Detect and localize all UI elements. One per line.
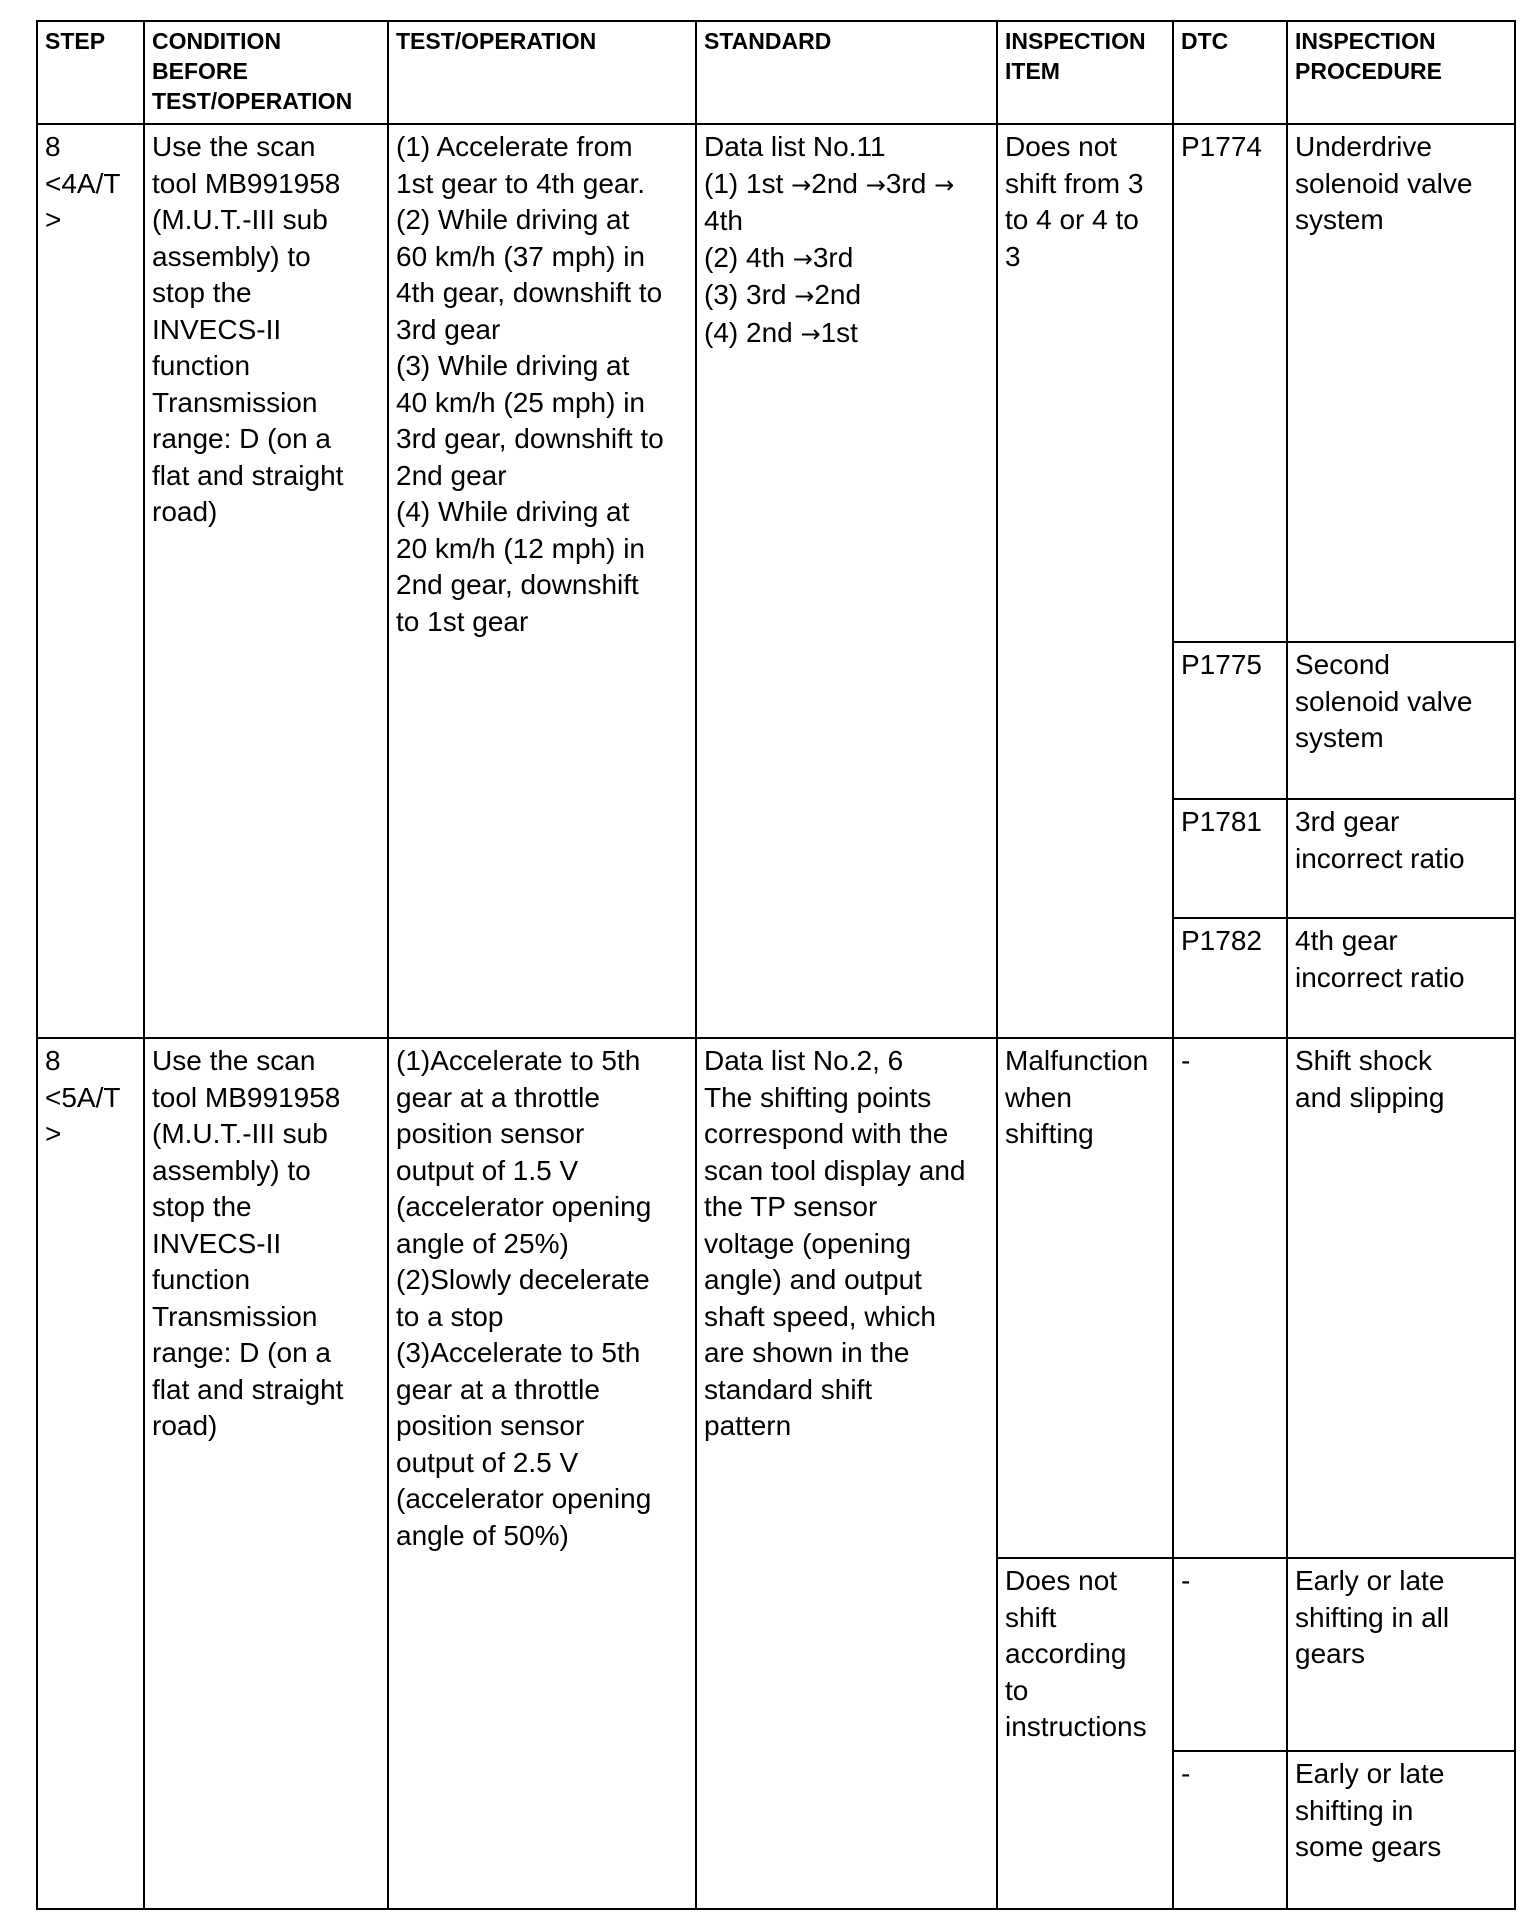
shift-sequence-line: (2) 4th →3rd bbox=[704, 241, 854, 273]
header-condition: CONDITION BEFORE TEST/OPERATION bbox=[144, 21, 388, 124]
procedure-cell: 4th gear incorrect ratio bbox=[1287, 918, 1515, 1038]
dtc-cell: - bbox=[1173, 1558, 1287, 1751]
header-inspection-procedure: INSPECTION PROCEDURE bbox=[1287, 21, 1515, 124]
procedure-cell: Early or late shifting in some gears bbox=[1287, 1751, 1515, 1909]
arrow-right-icon: → bbox=[791, 170, 812, 199]
table-row bbox=[37, 124, 1515, 642]
inspection-item-cell: Malfunction when shifting bbox=[997, 1038, 1173, 1558]
shift-sequence-line: (3) 3rd →2nd bbox=[704, 279, 862, 310]
step-cell: 8 <4A/T > bbox=[37, 124, 144, 1038]
dtc-cell: P1775 bbox=[1173, 642, 1287, 799]
test-operation-cell: (1)Accelerate to 5th gear at a throttle position sensor output of 1.5 V (accelerator opening angle of 25%) (2)Slowly decelerate to a stop (3)Accelerate to 5th gear at a throttle position sensor output of 2.5 V (accelerator opening angle of 50%) bbox=[388, 1038, 696, 1909]
procedure-cell: Shift shock and slipping bbox=[1287, 1038, 1515, 1558]
condition-cell: Use the scan tool MB991958 (M.U.T.-III sub assembly) to stop the INVECS-II function Transmission range: D (on a flat and straight road) bbox=[144, 124, 388, 1038]
condition-cell: Use the scan tool MB991958 (M.U.T.-III sub assembly) to stop the INVECS-II function Transmission range: D (on a flat and straight road) bbox=[144, 1038, 388, 1909]
test-operation-cell: (1) Accelerate from 1st gear to 4th gear. (2) While driving at 60 km/h (37 mph) in 4th gear, downshift to 3rd gear (3) While driving at 40 km/h (25 mph) in 3rd gear, downshift to 2nd gear (4) While driving at 20 km/h (12 mph) in 2nd gear, downshift to 1st gear bbox=[388, 124, 696, 1038]
header-inspection-item: INSPECTION ITEM bbox=[997, 21, 1173, 124]
step-cell: 8 <5A/T > bbox=[37, 1038, 144, 1909]
inspection-item-cell: Does not shift from 3 to 4 or 4 to 3 bbox=[997, 124, 1173, 1038]
dtc-cell: - bbox=[1173, 1751, 1287, 1909]
header-test-operation: TEST/OPERATION bbox=[388, 21, 696, 124]
header-row bbox=[37, 21, 1515, 124]
procedure-cell: Underdrive solenoid valve system bbox=[1287, 124, 1515, 642]
procedure-cell: 3rd gear incorrect ratio bbox=[1287, 799, 1515, 918]
arrow-right-icon: → bbox=[794, 282, 815, 310]
header-dtc: DTC bbox=[1173, 21, 1287, 124]
arrow-right-icon: → bbox=[865, 170, 886, 199]
header-standard: STANDARD bbox=[696, 21, 997, 124]
dtc-cell: - bbox=[1173, 1038, 1287, 1558]
standard-cell: Data list No.2, 6 The shifting points correspond with the scan tool display and the TP sensor voltage (opening angle) and output shaft speed, which are shown in the standard shift pattern bbox=[696, 1038, 997, 1909]
dtc-cell: P1774 bbox=[1173, 124, 1287, 642]
table-row bbox=[37, 1038, 1515, 1558]
arrow-right-icon: → bbox=[800, 319, 821, 348]
standard-cell: Data list No.11 (1) 1st →2nd →3rd → 4th (2) 4th →3rd (3) 3rd →2nd (4) 2nd →1st bbox=[696, 124, 997, 1038]
arrow-right-icon: → bbox=[792, 244, 813, 273]
inspection-item-cell: Does not shift according to instructions bbox=[997, 1558, 1173, 1909]
dtc-cell: P1781 bbox=[1173, 799, 1287, 918]
header-step: STEP bbox=[37, 21, 144, 124]
shift-sequence-line: (4) 2nd →1st bbox=[704, 316, 858, 348]
arrow-right-icon: → bbox=[934, 170, 955, 199]
procedure-cell: Early or late shifting in all gears bbox=[1287, 1558, 1515, 1751]
shift-sequence-line: (1) 1st →2nd →3rd → bbox=[704, 167, 955, 199]
procedure-cell: Second solenoid valve system bbox=[1287, 642, 1515, 799]
inspection-table bbox=[36, 20, 1516, 1910]
dtc-cell: P1782 bbox=[1173, 918, 1287, 1038]
